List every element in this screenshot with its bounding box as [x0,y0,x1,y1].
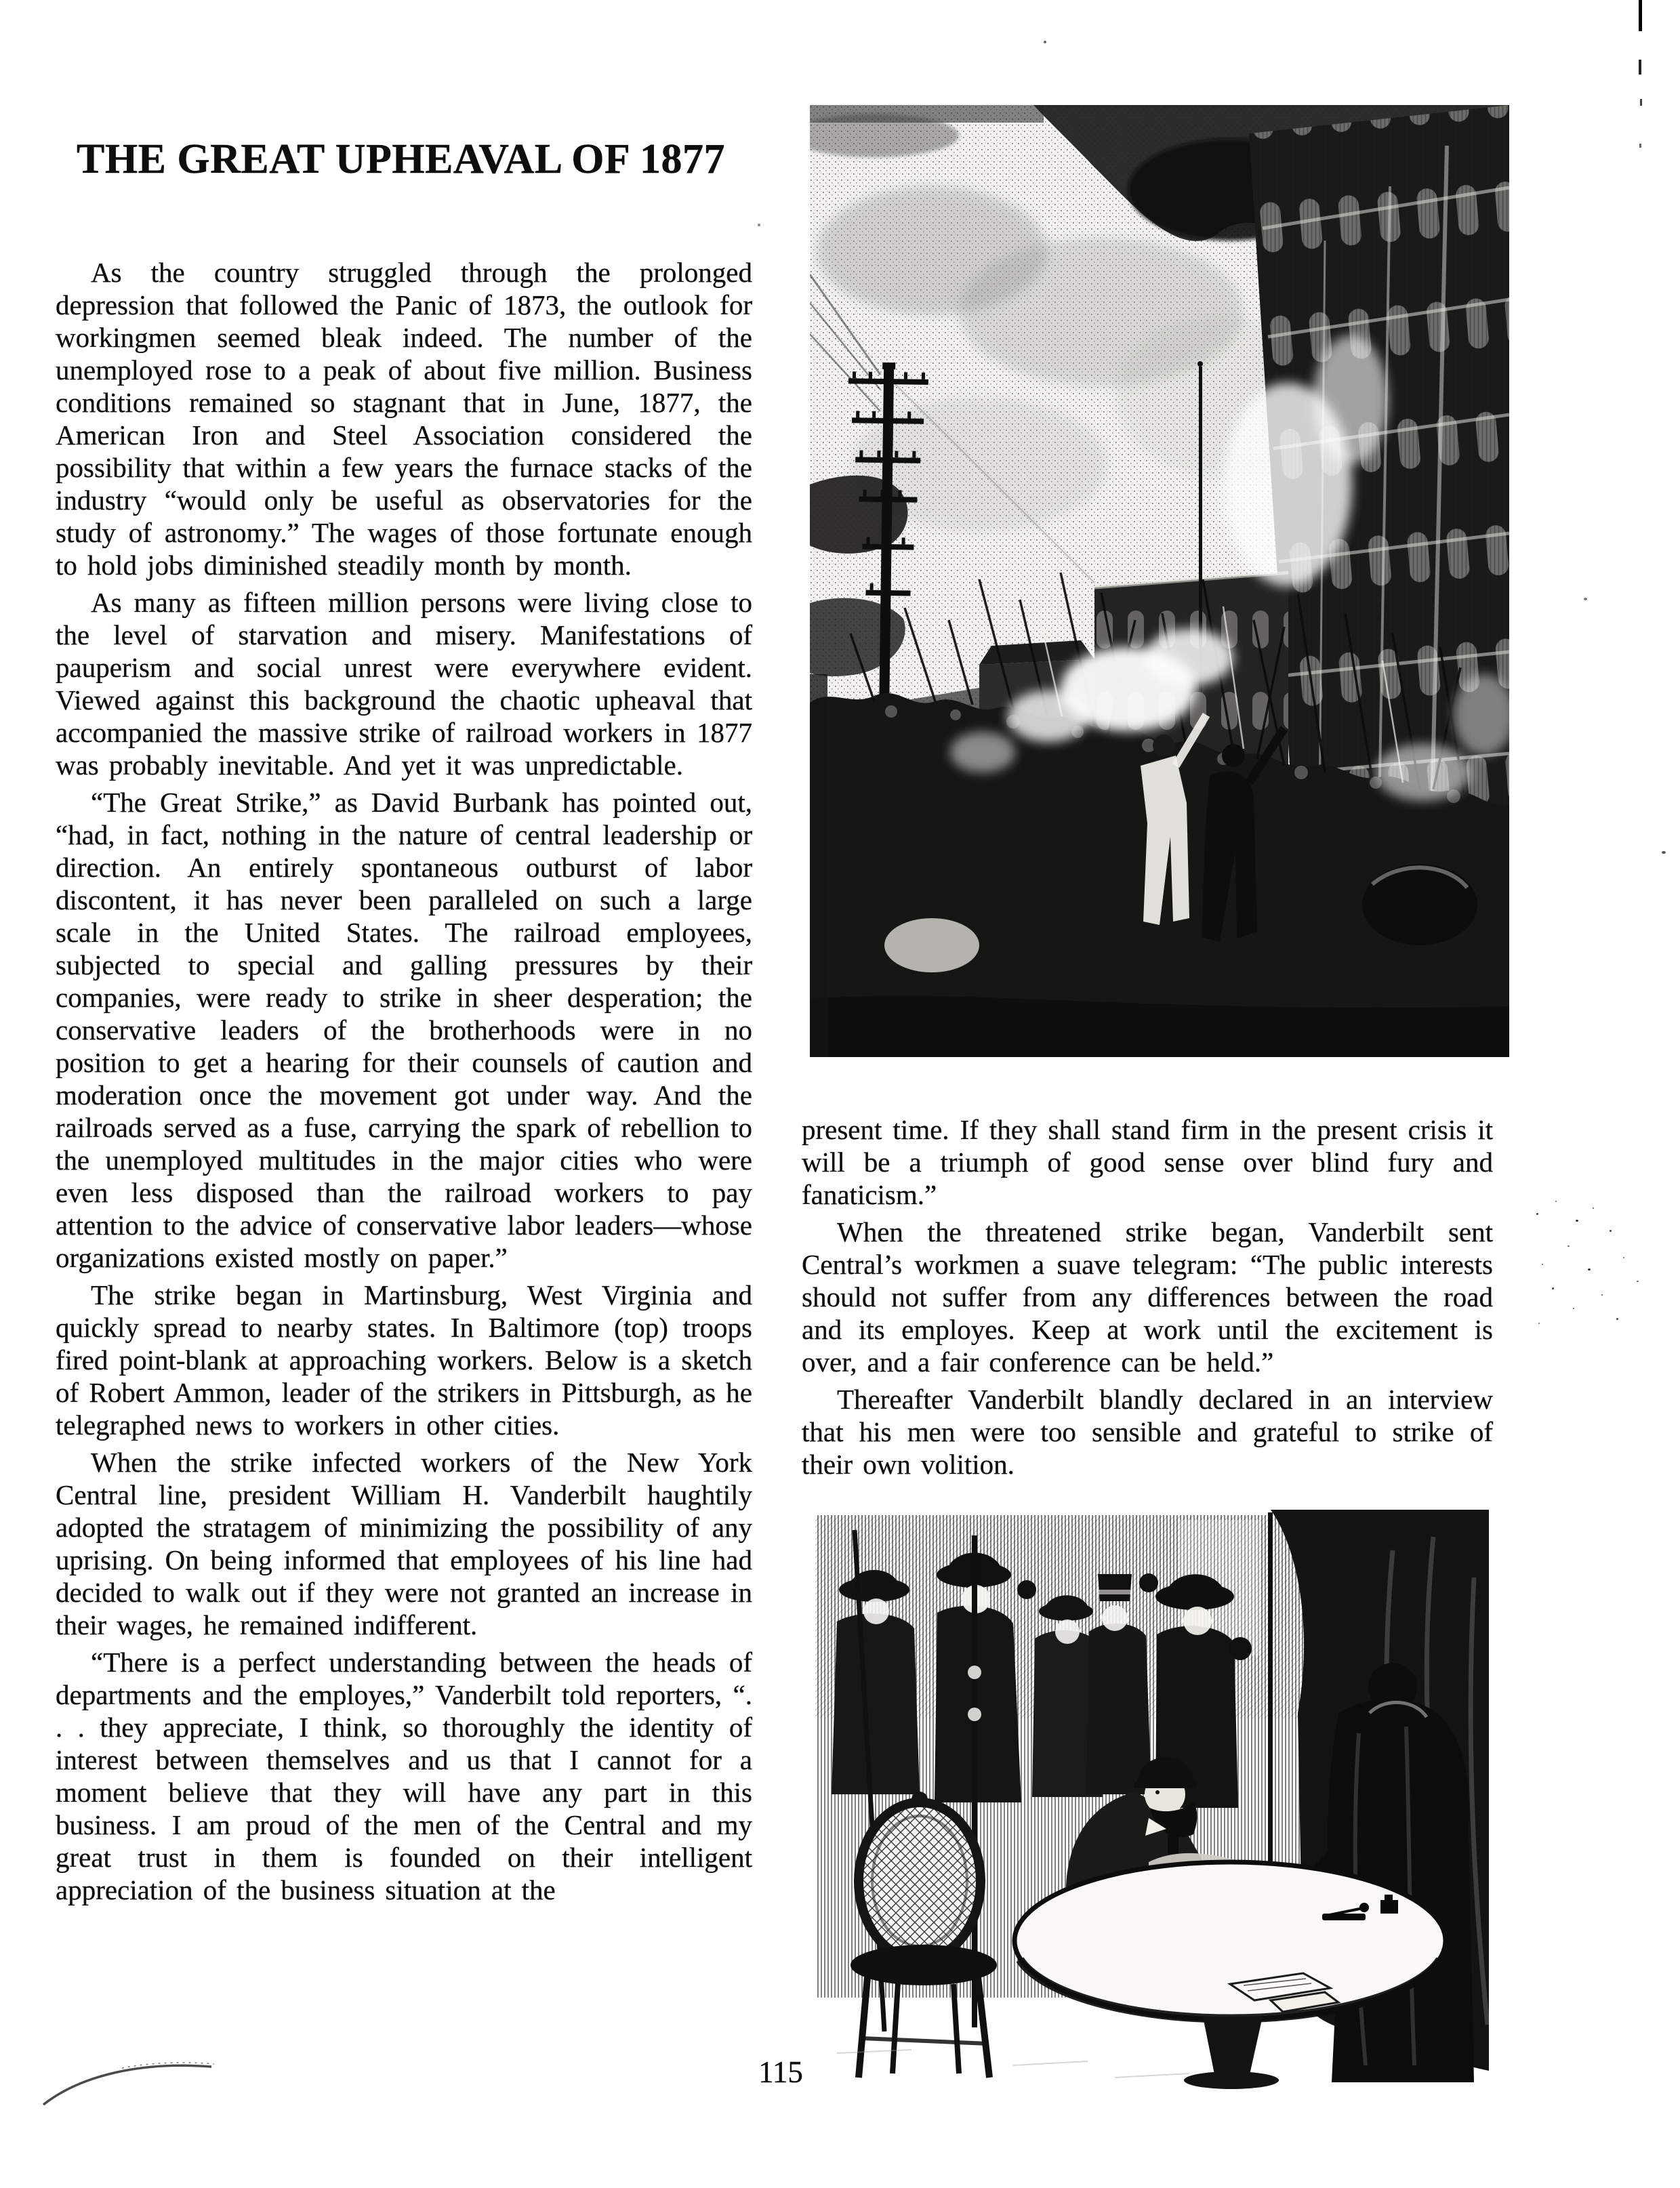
page-title: THE GREAT UPHEAVAL OF 1877 [77,136,725,182]
paragraph: The strike began in Martinsburg, West Virginia and quickly spread to nearby states. In Baltimore (top) troops fired point-blank at approaching workers. Below is a sketch of Robert Ammon, leader of the strikers in Pittsburgh, as he telegraphed news to workers in other cities. [56,1279,752,1441]
pen-swoosh-mark [41,2050,224,2110]
telegraph-illustration [796,1510,1510,2091]
left-column [56,256,752,1911]
paragraph: “There is a perfect understanding between the heads of departments and the employes,” Vanderbilt told reporters, “. . . they appreciate, I think, so thoroughly the identity of interest between themselves and us that I cannot for a moment believe that they will have any part in this business. I am proud of the men of the Central and my great trust in them is founded on their intelligent appreciation of the business situation at the [56,1647,752,1905]
scan-mark [1639,144,1641,148]
scan-mark [1639,60,1641,75]
paragraph: When the strike infected workers of the New York Central line, president William H. Vanderbilt haughtily adopted the stratagem of minimizing the possibility of any uprising. On being informed that employees of his line had decided to walk out if they were not granted an increase in their wages, he remained indifferent. [56,1447,752,1640]
ammon-telegraph-engraving [796,1510,1510,2091]
scan-mark [1639,0,1642,31]
paragraph: present time. If they shall stand firm in the present crisis it will be a triumph of good sense over blind fury and fanaticism.” [802,1114,1493,1210]
paragraph: When the threatened strike began, Vanderbilt sent Central’s workmen a suave telegram: “The public interests should not suffer from any differences between the road and its employes. Keep at work until the excitement is over, and a fair conference can be held.” [802,1216,1493,1378]
paragraph: As many as fifteen million persons were living close to the level of starvation and misery. Manifestations of pauperism and social unrest were everywhere evident. Viewed against this background the chaotic upheaval that accompanied the massive strike of railroad workers in 1877 was probably inevitable. And yet it was unpredictable. [56,587,752,781]
scan-speck [1584,598,1587,600]
riot-illustration [810,105,1509,1057]
paragraph: Thereafter Vanderbilt blandly declared in an interview that his men were too sensible and grateful to strike of their own volition. [802,1384,1493,1480]
paragraph: As the country struggled through the prolonged depression that followed the Panic of 1873, the outlook for workingmen seemed bleak indeed. The number of the unemployed rose to a peak of about five million. Business conditions remained so stagnant that in June, 1877, the American Iron and Steel Association considered the possibility that within a few years the furnace stacks of the industry “would only be useful as observatories for the study of astronomy.” The wages of those fortunate enough to hold jobs diminished steadily month by month. [56,257,752,581]
paragraph: “The Great Strike,” as David Burbank has pointed out, “had, in fact, nothing in the nature of central leadership or direction. An entirely spontaneous outburst of labor discontent, it has never been paralleled on such a large scale in the United States. The railroad employees, subjected to special and galling pressures by their companies, were ready to strike in sheer desperation; the conservative leaders of the brotherhoods were in no position to get a hearing for their counsels of caution and moderation once the movement got under way. And the railroads served as a fuse, carrying the spark of rebellion to the unemployed multitudes in the major cities who were even less disposed than the railroad workers to pay attention to the advice of conservative labor leaders—whose organizations existed mostly on paper.” [56,787,752,1273]
scan-speck [1044,41,1046,43]
right-column [802,1113,1493,1485]
baltimore-riot-engraving [810,105,1509,1057]
scan-speck [758,224,760,226]
page-number: 115 [758,2055,803,2089]
scan-speck [1662,851,1666,854]
scan-noise-cluster [1528,1193,1654,1335]
scan-mark [1640,99,1642,106]
